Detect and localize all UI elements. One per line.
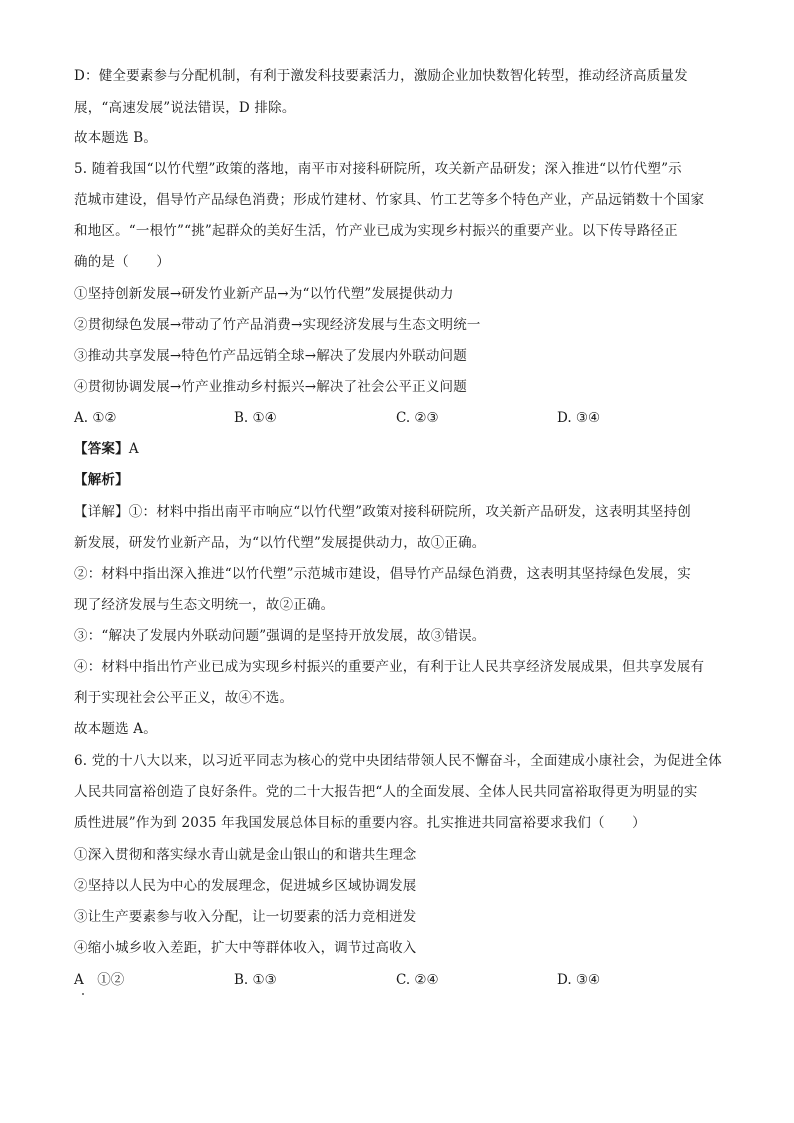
q4-conclusion: 故本题选 B。	[74, 130, 158, 146]
q6-choice-b: B. ①③	[234, 972, 277, 988]
q5-stem-line-2: 范城市建设，倡导竹产品绿色消费；形成竹建材、竹家具、竹工艺等多个特色产业，产品远销数十个国家	[74, 192, 705, 208]
q6-item-4: ④缩小城乡收入差距，扩大中等群体收入，调节过高收入	[74, 940, 417, 956]
q6-item-1: ①深入贯彻和落实绿水青山就是金山银山的和谐共生理念	[74, 847, 417, 863]
q5-detail-line-2: 新发展，研发竹业新产品，为“以竹代塑”发展提供动力，故①正确。	[74, 535, 486, 551]
q4-option-d-line-2: 展，“高速发展”说法错误，D 排除。	[74, 100, 296, 116]
q5-item-1: ①坚持创新发展→研发竹业新产品→为“以竹代塑”发展提供动力	[74, 286, 454, 302]
q6-choice-c: C. ②④	[396, 972, 439, 988]
q5-choice-d: D. ③④	[557, 410, 601, 426]
q6-stem-line-1: 6. 党的十八大以来，以习近平同志为核心的党中央团结带领人民不懈奋斗，全面建成小康社会，为促进全体	[74, 753, 722, 769]
q5-detail-line-1: 【详解】①：材料中指出南平市响应“以竹代塑”政策对接科研院所，攻关新产品研发，这表明其坚持创	[74, 504, 692, 520]
q5-answer	[74, 439, 734, 459]
q6-stem-line-3: 质性进展”作为到 2035 年我国发展总体目标的重要内容。扎实推进共同富裕要求我们（ ）	[74, 815, 646, 831]
q5-analysis-label: 【解析】	[74, 472, 129, 488]
q5-detail-line-4: 现了经济发展与生态文明统一，故②正确。	[74, 597, 335, 613]
q5-item-4: ④贯彻协调发展→竹产业推动乡村振兴→解决了社会公平正义问题	[74, 379, 467, 395]
answer-label: 【答案】	[74, 441, 129, 457]
q5-stem-line-1: 5. 随着我国“以竹代塑”政策的落地，南平市对接科研院所，攻关新产品研发；深入推进“以竹代塑”示	[74, 161, 682, 177]
q5-choice-b: B. ①④	[234, 410, 277, 426]
q6-choice-d: D. ③④	[557, 972, 601, 988]
stray-dot	[82, 993, 84, 995]
q5-conclusion: 故本题选 A。	[74, 721, 157, 737]
q4-option-d-line-1: D：健全要素参与分配机制，有利于激发科技要素活力，激励企业加快数智化转型，推动经济高质量发	[74, 68, 688, 84]
q6-item-3: ③让生产要素参与收入分配，让一切要素的活力竞相迸发	[74, 909, 417, 925]
q5-detail-line-5: ③：“解决了发展内外联动问题”强调的是坚持开放发展，故③错误。	[74, 628, 486, 644]
q6-item-2: ②坚持以人民为中心的发展理念，促进城乡区域协调发展	[74, 878, 417, 894]
q5-detail-line-6: ④：材料中指出竹产业已成为实现乡村振兴的重要产业，有利于让人民共享经济发展成果，但共享发展有	[74, 659, 705, 675]
q5-choice-a: A. ①②	[74, 410, 117, 426]
q5-detail-line-3: ②：材料中指出深入推进“以竹代塑”示范城市建设，倡导竹产品绿色消费，这表明其坚持绿色发展，实	[74, 566, 692, 582]
q5-stem-line-3: 和地区。“一根竹”“挑”起群众的美好生活，竹产业已成为实现乡村振兴的重要产业。以下传导路径正	[74, 223, 678, 239]
q6-stem-line-2: 人民共同富裕创造了良好条件。党的二十大报告把“人的全面发展、全体人民共同富裕取得更为明显的实	[74, 784, 698, 800]
answer-value: A	[128, 441, 139, 457]
q5-item-2: ②贯彻绿色发展→带动了竹产品消费→实现经济发展与生态文明统一	[74, 317, 481, 333]
q5-stem-line-4: 确的是（ ）	[74, 254, 170, 270]
q5-detail-line-7: 利于实现社会公平正义，故④不选。	[74, 690, 294, 706]
q6-choice-a: A ①②	[74, 972, 125, 988]
q5-choice-c: C. ②③	[396, 410, 439, 426]
q5-item-3: ③推动共享发展→特色竹产品远销全球→解决了发展内外联动问题	[74, 348, 467, 364]
